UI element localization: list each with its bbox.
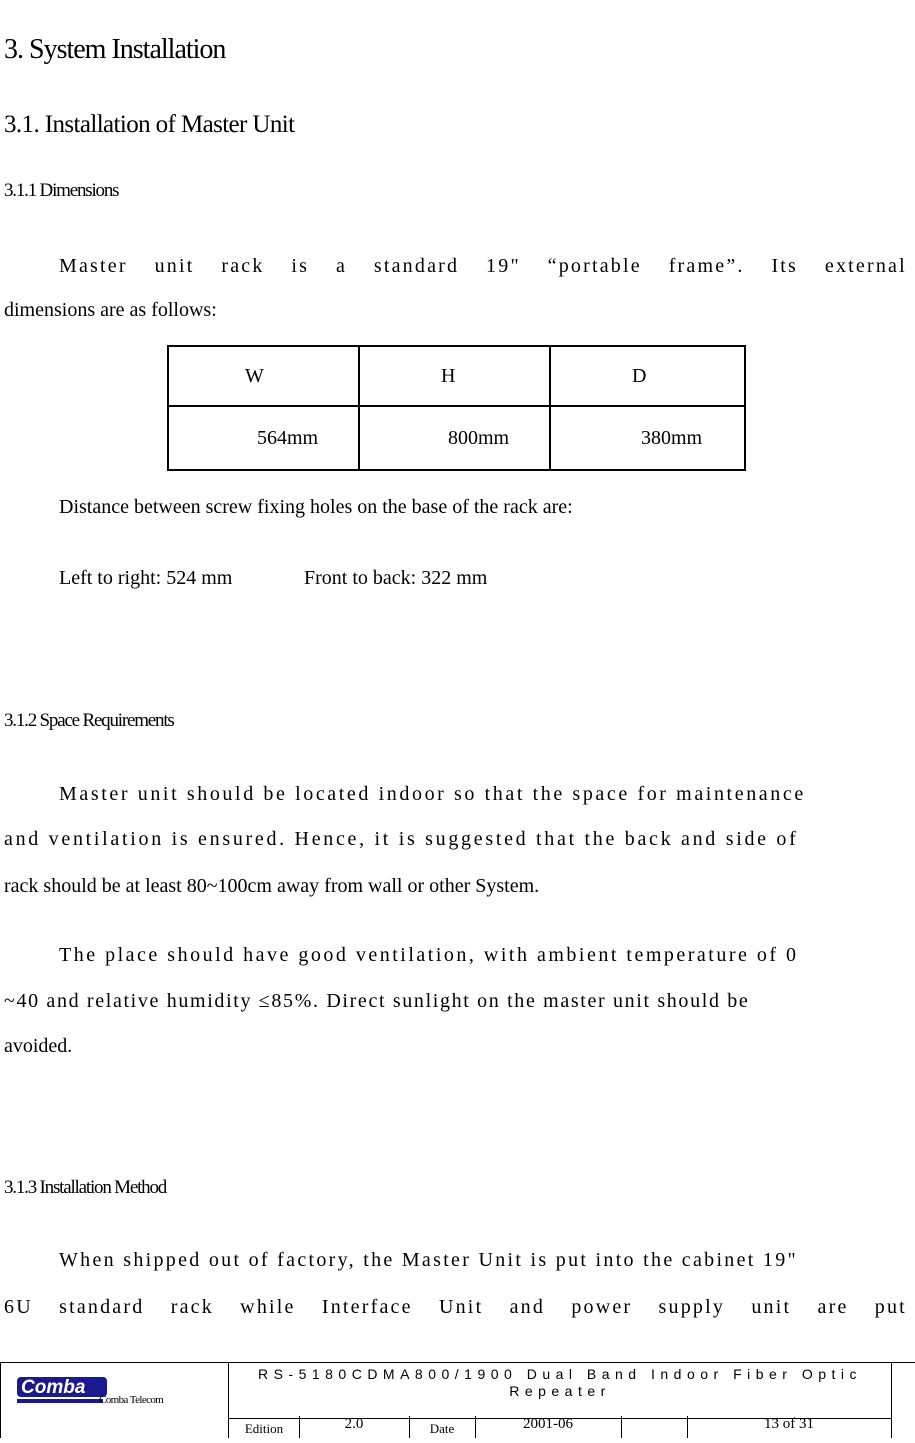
edition-value: 2.0 [344, 1416, 364, 1432]
doc-title: RS-5180CDMA800/1900 Dual Band Indoor Fiber Optic Repeater [229, 1363, 891, 1419]
dimensions-heading: 3.1.1 Dimensions [4, 180, 119, 201]
intro-word: a [335, 255, 348, 277]
dimensions-intro-line2: dimensions are as follows: [4, 299, 217, 321]
intro-word: 19" [486, 255, 521, 277]
intro-word: external [824, 255, 907, 277]
table-header-d: D [550, 346, 745, 406]
table-value-h: 800mm [359, 406, 550, 470]
intro-word: is [291, 255, 310, 277]
intro-word: “portable [547, 255, 642, 277]
table-value-d: 380mm [550, 406, 745, 470]
company-name: Comba Telecom [99, 1394, 164, 1406]
method-word: 6U [4, 1296, 33, 1318]
intro-word: Master [59, 255, 128, 277]
dimensions-table [167, 345, 746, 471]
space-p2-line2: ~40 and relative humidity ≤85%. Direct sunlight on the master unit should be [4, 990, 750, 1012]
method-line2 [4, 1297, 907, 1317]
space-p1-line1: Master unit should be located indoor so that the space for maintenance [59, 783, 806, 805]
dimensions-intro-line1 [59, 256, 907, 276]
page-number: 13 of 31 [764, 1416, 814, 1432]
method-heading: 3.1.3 Installation Method [4, 1177, 167, 1198]
logo-text: Comba [21, 1377, 86, 1398]
intro-word: standard [373, 255, 460, 277]
intro-word: rack [221, 255, 265, 277]
space-p2-line1: The place should have good ventilation, with ambient temperature of 0 [59, 944, 799, 966]
date-value: 2001-06 [523, 1416, 573, 1432]
space-heading: 3.1.2 Space Requirements [4, 710, 174, 731]
intro-word: unit [154, 255, 195, 277]
intro-word: frame”. [668, 255, 745, 277]
table-header-h: H [359, 346, 550, 406]
intro-word: Its [771, 255, 799, 277]
method-line1: When shipped out of factory, the Master Unit is put into the cabinet 19" [59, 1249, 798, 1271]
method-word: rack [170, 1296, 214, 1318]
method-word: while [240, 1296, 296, 1318]
table-header-w: W [168, 346, 359, 406]
method-word: power [571, 1296, 633, 1318]
front-back-text: Front to back: 322 mm [304, 567, 488, 589]
space-p1-line2: and ventilation is ensured. Hence, it is suggested that the back and side of [4, 828, 799, 850]
space-p1-line3: rack should be at least 80~100cm away from wall or other System. [4, 875, 540, 897]
method-word: Unit [438, 1296, 484, 1318]
space-p2-line3: avoided. [4, 1035, 73, 1057]
date-label: Date [429, 1421, 455, 1436]
method-word: Interface [321, 1296, 413, 1318]
subsection-heading: 3.1. Installation of Master Unit [4, 111, 295, 138]
method-word: supply [658, 1296, 726, 1318]
method-word: put [874, 1296, 907, 1318]
edition-label: Edition [244, 1421, 284, 1436]
method-word: standard [59, 1296, 145, 1318]
method-word: and [509, 1296, 546, 1318]
section-heading: 3. System Installation [4, 34, 226, 65]
holes-text: Distance between screw fixing holes on the base of the rack are: [59, 496, 573, 518]
method-word: are [817, 1296, 849, 1318]
footer-table [228, 1362, 915, 1438]
method-word: unit [751, 1296, 792, 1318]
left-right-text: Left to right: 524 mm [59, 567, 233, 589]
page-footer [0, 1362, 915, 1437]
table-value-w: 564mm [168, 406, 359, 470]
footer-logo-box [0, 1362, 229, 1438]
